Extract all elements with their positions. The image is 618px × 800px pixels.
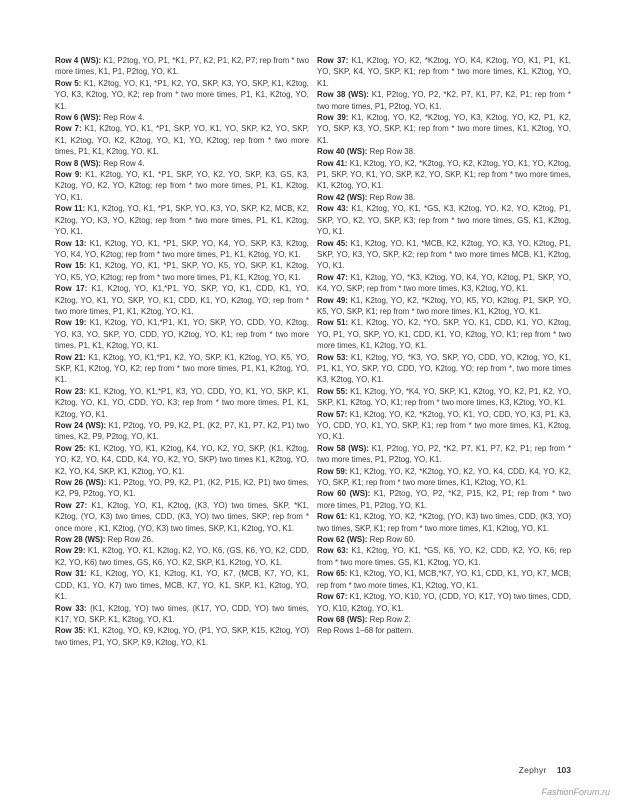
instruction-row bbox=[55, 78, 309, 112]
row-text: K1, K2tog, YO, K2, *K2tog, YO, K5, YO, K2tog, P1, SKP, YO, K5, YO, SKP, K1; rep from * two more times, K1, K2tog, YO, K1. bbox=[317, 295, 571, 316]
row-label: Row 26 (WS): bbox=[55, 478, 107, 488]
row-text: Rep Row 60. bbox=[367, 535, 416, 545]
row-text: K1, K2tog, YO, K1, K2tog, K4, YO, K2, YO, SKP, (K1, K2tog, YO, K2, YO, K4, CDD, K4, YO, K2, YO, SKP) two times K1, K2tog, YO, K2, YO, K4, SKP, K1, K2tog, YO, K1. bbox=[55, 443, 309, 476]
row-label: Row 67: bbox=[317, 592, 348, 602]
row-text: K1, K2tog, YO, K2, *K2tog, (YO, K3) two times, CDD, (K3, YO) two times, SKP, K1; rep from * two more times, K1, K2tog, YO, K1. bbox=[317, 512, 571, 533]
row-label: Row 15: bbox=[55, 261, 87, 271]
row-label: Row 11: bbox=[55, 204, 86, 214]
instruction-row bbox=[55, 568, 309, 602]
row-text: K1, K2tog, YO, K1, K2tog, K1, YO, K7, (MCB, K7, YO, K1, CDD, K1, YO, K7) two times, MCB, K7, YO, K1, SKP, K1, K2tog, YO, K1. bbox=[55, 569, 309, 602]
instruction-row bbox=[55, 203, 309, 237]
row-label: Row 40 (WS): bbox=[317, 147, 368, 157]
row-text: K1, K2tog, YO, *K3, YO, SKP, YO, CDD, YO, K2tog, YO, K1, P1, K1, YO, SKP, YO, CDD, YO, K2tog, YO; rep from *, two more times K3, K2tog, YO, K1. bbox=[317, 352, 571, 385]
row-label: Row 37: bbox=[317, 56, 349, 65]
row-text: K1, K2tog, YO, K1, *P1, K2, YO, SKP, K3, YO, SKP, K1, K2tog, YO, K3, K2tog, YO, K2; rep from * two more times, P1, K1, K2tog, YO, K1. bbox=[55, 78, 309, 111]
row-text: K1, K2tog, YO, K2, *K2tog, YO, K1, YO, CDD, YO, K3, P1, K3, YO, CDD, YO, K1, YO, SKP, K1; rep from * two more times, K1, K2tog, YO, K1. bbox=[317, 409, 571, 442]
row-label: Row 6 (WS): bbox=[55, 113, 102, 123]
row-text: K1, K2tog, YO, K10, YO, (CDD, YO, K17, YO) two times, CDD, YO, K10, K2tog, YO, K1. bbox=[317, 592, 571, 613]
row-text: K1, K2tog, YO, K1,*P1, K3, YO, CDD, YO, K1, YO, SKP, K1, K2tog, YO, K1, YO, CDD, YO, K3; rep from * two more times, P1, K1, K2tog, YO, K1. bbox=[55, 386, 309, 419]
row-label: Row 59: bbox=[317, 466, 348, 476]
instruction-row bbox=[55, 260, 309, 283]
row-label: Row 5: bbox=[55, 78, 82, 88]
page-footer bbox=[519, 765, 571, 775]
row-text: K1, P2tog, YO, P2, *K2, P7, K1, P7, K2, P1; rep from * two more times, P1, P2tog, YO, K1. bbox=[317, 443, 571, 465]
row-label: Row 33: bbox=[55, 603, 87, 613]
left-column bbox=[55, 55, 309, 648]
row-text: K1, P2tog, YO, P2, *K2, P7, K1, P7, K2, P1; rep from * two more times, P1, P2tog, YO, K1. bbox=[317, 90, 571, 111]
instruction-row bbox=[317, 534, 571, 545]
instruction-row bbox=[55, 283, 309, 317]
publication-name: Zephyr bbox=[518, 765, 547, 775]
row-label: Row 47: bbox=[317, 272, 348, 282]
row-text: K1, K2tog, YO, K1,*P1, K2, YO, SKP, K1, K2tog, YO, K5, YO, SKP, K1, K2tog, YO, K2; rep from * two more times, P1, K1, K2tog, YO, K1. bbox=[55, 352, 309, 385]
row-text: (K1, K2tog, YO) two times, (K17, YO, CDD, YO) two times, K17, YO, SKP, K1, K2tog, YO, K1. bbox=[55, 603, 309, 624]
instruction-row bbox=[55, 477, 309, 500]
instruction-row bbox=[317, 591, 571, 614]
row-label: Row 51: bbox=[317, 318, 349, 328]
watermark: FashionForum.ru bbox=[541, 787, 610, 797]
row-text: K1, K2tog, YO, K1, *P1, SKP, YO, K1, YO, SKP, K2, YO, SKP, K1, K2tog, YO, K2, K2tog, YO, K1, YO, K2tog; rep from * two more times, P1, K1, K2tog, YO, K1. bbox=[55, 124, 309, 157]
row-label: Row 60 (WS): bbox=[317, 489, 371, 499]
instruction-row bbox=[317, 488, 571, 511]
row-text: K1, K2tog, YO, K1,*P1, K1, YO, SKP, YO, CDD, YO, K2tog, YO, K3, YO, SKP, YO, CDD, YO, K2tog, YO, K1; rep from * two more times, P1, K1, K2tog, YO, K1. bbox=[55, 318, 309, 351]
instruction-row bbox=[55, 386, 309, 420]
instruction-row bbox=[55, 420, 309, 443]
instruction-row bbox=[317, 409, 571, 443]
row-label: Row 61: bbox=[317, 512, 348, 522]
row-label: Row 35: bbox=[55, 626, 86, 636]
row-label: Row 27: bbox=[55, 500, 88, 510]
row-label: Row 58 (WS): bbox=[317, 443, 369, 453]
row-label: Row 41: bbox=[317, 158, 348, 168]
row-text: K1, K2tog, YO, K1, K2tog, K2, YO, K6, (GS, K6, YO, K2, CDD, K2, YO, K6) two times, GS, K6, YO, K2, SKP, K1, K2tog, YO, K1. bbox=[55, 546, 309, 567]
instruction-row bbox=[317, 614, 571, 625]
instruction-row bbox=[55, 603, 309, 626]
row-label: Row 31: bbox=[55, 569, 87, 579]
instruction-row bbox=[317, 272, 571, 295]
row-label: Row 62 (WS): bbox=[317, 535, 368, 545]
row-text: K1, K2tog, YO, K2, *K2tog, YO, K2, K2tog, YO, K1, YO, K2tog, P1, SKP, YO, K1, YO, SKP, K2, YO, SKP, K1; rep from * two more times, K1, K2tog, YO, K1. bbox=[317, 158, 571, 191]
row-text: K1, K2tog, YO, K1, K2tog, (K3, YO) two times, SKP, *K1, K2tog, (YO, K3) two times, CDD, (K3, YO) two times, SKP; rep from * once more , K1, K2tog, (YO, K3) two times, SKP, K1, K2tog, YO, K1. bbox=[55, 500, 309, 533]
page-number: 103 bbox=[556, 765, 571, 775]
left-row-list bbox=[55, 55, 309, 648]
right-row-list bbox=[317, 55, 571, 637]
instruction-row bbox=[55, 55, 309, 78]
row-label: Row 21: bbox=[55, 352, 86, 362]
row-label: Row 65: bbox=[317, 569, 348, 579]
instruction-row bbox=[55, 443, 309, 477]
row-label: Row 8 (WS): bbox=[55, 158, 102, 168]
instruction-row bbox=[55, 352, 309, 386]
row-label: Row 4 (WS): bbox=[55, 56, 102, 65]
row-text: K1, K2tog, YO, K2, *YO, SKP, YO, K1, CDD, K1, YO, K2tog, YO, P1, YO, SKP, YO, K1, CDD, K1, YO, K2tog, YO, K1; rep from * two more times, K1, K2tog, YO, K1. bbox=[317, 318, 571, 351]
row-label: Row 45: bbox=[317, 238, 348, 248]
instruction-row bbox=[317, 146, 571, 157]
row-text: K1, K2tog, YO, *K3, K2tog, YO, K4, YO, K2tog, P1, SKP, YO, K4, YO, SKP; rep from * two more times, K3, K2tog, YO, K1. bbox=[317, 272, 571, 294]
row-text: K1, K2tog, YO, K2, *K2tog, YO, K4, K2tog, YO, K1, P1, K1, YO, SKP, K4, YO, SKP, K1; rep from * two more times, K1, K2tog, YO, K1. bbox=[317, 56, 571, 88]
instruction-row bbox=[317, 466, 571, 489]
row-text: K1, K2tog, YO, K2, *K2tog, YO, K2, YO, K4, CDD, K4, YO, K2, YO, SKP, K1; rep from * two more times, K1, K2tog, YO, K1. bbox=[317, 466, 571, 488]
instruction-row bbox=[317, 89, 571, 112]
row-text: K1, P2tog, YO, P1, *K1, P7, K2, P1, K2, P7; rep from * two more times, K1, P1, P2tog, YO, K1. bbox=[55, 56, 309, 77]
instruction-row bbox=[317, 625, 571, 636]
instruction-row bbox=[55, 500, 309, 534]
row-label: Row 49: bbox=[317, 295, 348, 305]
instruction-row bbox=[317, 568, 571, 591]
row-label: Row 13: bbox=[55, 238, 87, 248]
row-label: Row 24 (WS): bbox=[55, 421, 107, 430]
instruction-row bbox=[317, 112, 571, 146]
row-text: Rep Row 26. bbox=[105, 535, 154, 545]
instruction-row bbox=[55, 238, 309, 261]
row-text: Rep Row 2. bbox=[367, 614, 411, 624]
row-label: Row 28 (WS): bbox=[55, 535, 106, 545]
row-text: K1, P2tog, YO, P2, *K2, P15, K2, P1; rep from * two more times, P1, P2tog, YO, K1. bbox=[317, 489, 571, 510]
row-text: K1, K2tog, YO, K1, *P1, SKP, YO, K4, YO, SKP, K3, K2tog, YO, K4, YO, K2tog; rep from * two more times, P1, K1, K2tog, YO, K1. bbox=[55, 238, 309, 259]
row-label: Row 57: bbox=[317, 409, 348, 419]
instruction-row bbox=[317, 238, 571, 272]
row-text: K1, K2tog, YO, K1, *P1, SKP, YO, K2, YO, SKP, K3, GS, K3, K2tog, YO, K2, YO, K2tog; rep from * two more times, P1, K1, K2tog, YO, K1. bbox=[55, 170, 309, 202]
row-label: Row 23: bbox=[55, 386, 87, 396]
instruction-row bbox=[55, 112, 309, 123]
instruction-row bbox=[55, 317, 309, 351]
instruction-row bbox=[317, 511, 571, 534]
instruction-row bbox=[55, 534, 309, 545]
instruction-row bbox=[317, 192, 571, 203]
instruction-row bbox=[317, 158, 571, 192]
row-label: Row 43: bbox=[317, 204, 349, 214]
row-text: K1, K2tog, YO, K1, MCB,*K7, YO, K1, CDD, K1, YO, K7, MCB; rep from * two more times, K1, K2tog, YO, K1. bbox=[317, 569, 572, 590]
instruction-row bbox=[55, 158, 309, 169]
row-text: K1, K2tog, YO, K1,*P1, YO, SKP, YO, K1, CDD, K1, YO, K2tog, YO, K1, YO, SKP, YO, K1, CDD, K1, YO, K2tog, YO; rep from * two more times, P1, K1, K2tog, YO, K1. bbox=[55, 284, 309, 316]
row-text: K1, K2tog, YO, K1, *GS, K6, YO, K2, CDD, K2, YO, K6; rep from * two more times, GS, K1, K2tog, YO, K1. bbox=[317, 546, 571, 567]
instruction-row bbox=[317, 55, 571, 89]
row-text: Rep Row 4. bbox=[101, 113, 145, 123]
instruction-row bbox=[317, 295, 571, 318]
instruction-row bbox=[317, 545, 571, 568]
row-text: K1, K2tog, YO, K1, *P1, SKP, YO, K3, YO, SKP, K2, MCB, K2, K2tog, YO, K3, YO, K2tog; rep from * two more times, P1, K1, K2tog, YO, K1. bbox=[55, 204, 309, 237]
row-text: Rep Row 38. bbox=[367, 192, 416, 202]
row-label: Row 29: bbox=[55, 546, 86, 556]
row-label: Row 17: bbox=[55, 284, 88, 294]
instruction-row bbox=[317, 203, 571, 237]
row-label: Row 9: bbox=[55, 170, 82, 180]
row-label: Row 63: bbox=[317, 546, 349, 556]
row-text: Rep Rows 1–68 for pattern. bbox=[317, 626, 414, 636]
row-text: K1, K2tog, YO, *K4, YO, SKP, K1, K2tog, YO, K2, P1, K2, YO, SKP, K1, K2tog, YO, K1; rep from * two more times, K3, K2tog, YO, K1. bbox=[317, 386, 571, 408]
instruction-row bbox=[55, 123, 309, 157]
row-label: Row 7: bbox=[55, 124, 82, 134]
row-label: Row 55: bbox=[317, 386, 348, 396]
instruction-row bbox=[317, 317, 571, 351]
row-text: K1, P2tog, YO, P9, K2, P1, (K2, P15, K2, P1) two times, K2, P9, P2tog, YO, K1. bbox=[55, 478, 309, 499]
instruction-row bbox=[317, 443, 571, 466]
instruction-row bbox=[317, 352, 571, 386]
instruction-row bbox=[55, 545, 309, 568]
row-text: K1, K2tog, YO, K1, *GS, K3, K2tog, YO, K2, YO, K2tog, P1, SKP, YO, K2, YO, SKP, K3; rep from * two more times, GS, K1, K2tog, YO, K1. bbox=[317, 204, 571, 237]
row-label: Row 53: bbox=[317, 352, 348, 362]
right-column bbox=[317, 55, 571, 637]
row-text: K1, K2tog, YO, K2, *K2tog, YO, K3, K2tog, YO, K2, P1, K2, YO, SKP, K3, YO, SKP, K1; rep from * two more times, K1, K2tog, YO, K1. bbox=[317, 113, 571, 145]
row-text: Rep Row 38. bbox=[367, 147, 416, 157]
row-label: Row 42 (WS): bbox=[317, 192, 368, 202]
instruction-row bbox=[55, 625, 309, 648]
row-text: K1, K2tog, YO, K1, *P1, SKP, YO, K5, YO, SKP, K1, K2tog, YO, K5, YO, K2tog; rep from * two more times, P1, K1, K2tog, YO, K1. bbox=[55, 261, 309, 282]
row-label: Row 38 (WS): bbox=[317, 90, 369, 100]
row-text: K1, P2tog, YO, P9, K2, P1, (K2, P7, K1, P7, K2, P1) two times, K2, P9, P2tog, YO, K1. bbox=[55, 421, 309, 442]
row-text: K1, K2tog, YO, K9, K2tog, YO, (P1, YO, SKP, K15, K2tog, YO) two times, P1, YO, SKP, K9, K2tog, YO, K1. bbox=[55, 626, 309, 647]
row-label: Row 68 (WS): bbox=[317, 614, 368, 624]
row-label: Row 39: bbox=[317, 113, 349, 123]
instruction-row bbox=[317, 386, 571, 409]
row-text: K1, K2tog, YO, K1, *MCB, K2, K2tog, YO, K3, YO, K2tog, P1, SKP, YO, K3, YO, SKP, K2; rep from * two more times MCB, K1, K2tog, YO, K1. bbox=[317, 238, 571, 271]
row-text: Rep Row 4. bbox=[101, 158, 145, 168]
row-label: Row 19: bbox=[55, 318, 87, 328]
instruction-row bbox=[55, 169, 309, 203]
row-label: Row 25: bbox=[55, 443, 87, 453]
